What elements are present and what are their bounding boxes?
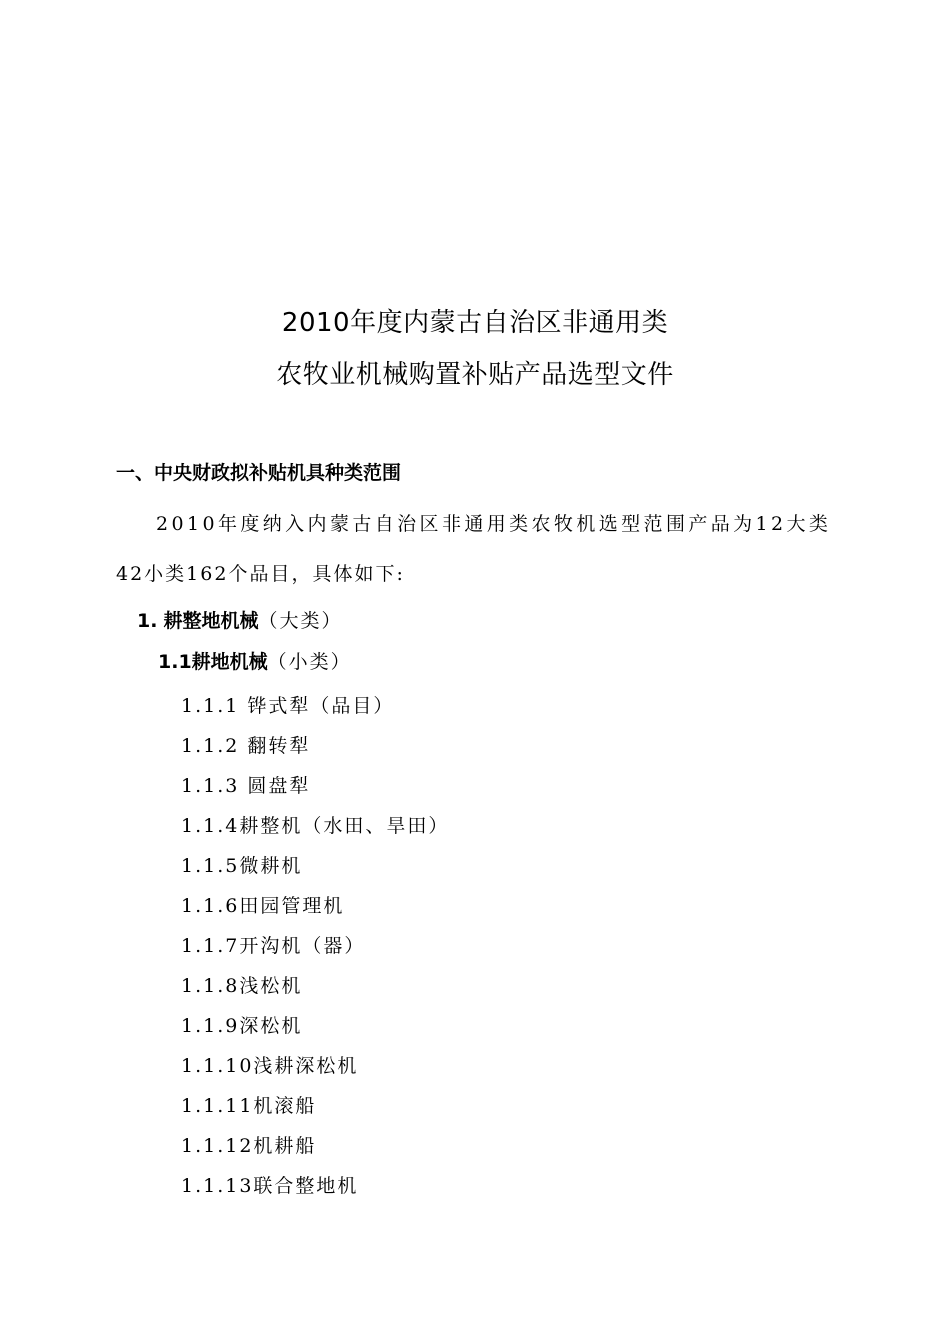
document-title-line2: 农牧业机械购置补贴产品选型文件 (276, 360, 674, 390)
subcategory-label: 1.1耕地机械 (158, 651, 268, 673)
section-heading: 一、中央财政拟补贴机具种类范围 (116, 462, 402, 484)
list-item: 1.1.12机耕船 (181, 1135, 317, 1157)
category-number: 1. (137, 610, 158, 632)
list-item: 1.1.8浅松机 (181, 975, 303, 997)
subcategory-tag: （小类） (267, 651, 352, 673)
intro-paragraph-line2: 42小类162个品目，具体如下: (116, 563, 405, 585)
category-name: 耕整地机械 (163, 610, 259, 632)
intro-paragraph-line1: 2010年度纳入内蒙古自治区非通用类农牧机选型范围产品为12大类 (156, 513, 832, 535)
list-item: 1.1.13联合整地机 (181, 1175, 359, 1197)
list-item: 1.1.7开沟机（器） (181, 935, 366, 957)
document-title-line1: 2010年度内蒙古自治区非通用类 (281, 308, 669, 338)
list-item: 1.1.4耕整机（水田、旱田） (181, 815, 450, 837)
list-item: 1.1.3 圆盘犁 (181, 775, 311, 797)
item-list (181, 686, 449, 1206)
list-item: 1.1.5微耕机 (181, 855, 303, 877)
list-item: 1.1.6田园管理机 (181, 895, 345, 917)
list-item: 1.1.9深松机 (181, 1015, 303, 1037)
list-item: 1.1.11机滚船 (181, 1095, 317, 1117)
category-heading (137, 606, 343, 636)
category-tag: （大类） (258, 610, 343, 632)
list-item: 1.1.2 翻转犁 (181, 735, 311, 757)
list-item: 1.1.10浅耕深松机 (181, 1055, 359, 1077)
list-item: 1.1.1 铧式犁（品目） (181, 695, 395, 717)
subcategory-heading (158, 647, 352, 677)
